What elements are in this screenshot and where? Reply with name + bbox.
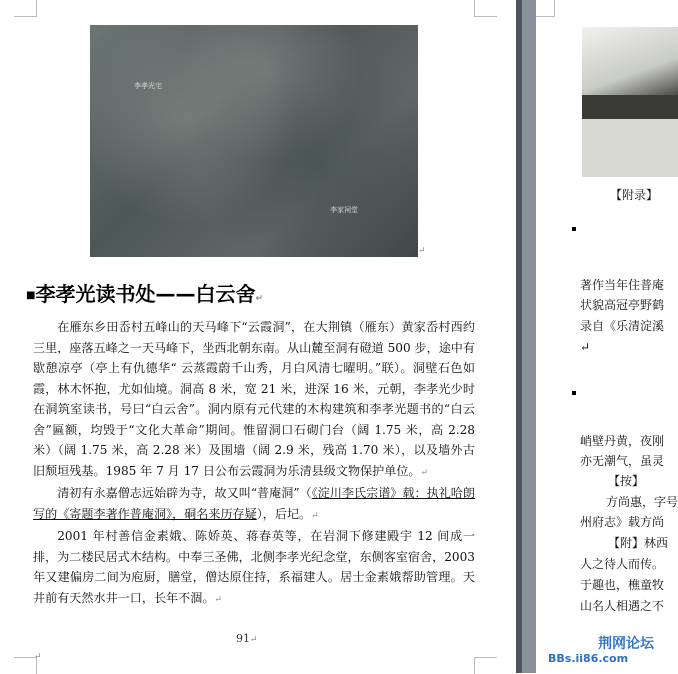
paragraph-mark: ↵ xyxy=(311,510,319,521)
section-heading xyxy=(26,278,263,307)
appendix-caption: 【附录】 xyxy=(610,188,659,202)
heading-bullet: ■ xyxy=(26,290,36,301)
text-line: 峭壁丹黄，夜刚 xyxy=(580,434,665,448)
forum-watermark-name: 荆网论坛 xyxy=(598,636,654,652)
document-page-right xyxy=(536,0,678,673)
underlined-citation: 《淀川李氏宗谱》载：执礼哈朗写的《寄题李著作普庵洞》，硐名来历存疑 xyxy=(33,486,475,521)
paragraph-mark: ↵ xyxy=(250,635,258,645)
text-line: 著作当年住普庵 xyxy=(580,278,665,292)
text-line: 录自《乐清淀溪 xyxy=(580,319,665,333)
paragraph xyxy=(33,526,475,610)
text-line: 方尚惠，字号 xyxy=(606,495,678,509)
page-number xyxy=(236,632,258,645)
aerial-photo[interactable] xyxy=(90,25,418,257)
page-gap xyxy=(522,0,536,673)
list-bullet xyxy=(572,391,576,395)
paragraph-text: 清初有永嘉僧志远始辟为寺，故又叫“普庵洞”（ xyxy=(57,486,312,500)
paragraph-mark: ↵ xyxy=(214,594,222,605)
photo-label-li-ancestral-hall: 李家祠堂 xyxy=(330,206,358,214)
text-line: 状貌高冠亭野鹤 xyxy=(580,298,665,312)
note-label: 【按】 xyxy=(608,474,645,488)
body-text xyxy=(33,317,475,610)
heading-text: 李孝光读书处——白云舍 xyxy=(35,282,256,306)
paragraph-text: ），后圮。 xyxy=(256,506,312,521)
paragraph-mark: ↵ xyxy=(580,340,591,354)
paragraph xyxy=(33,317,475,483)
paragraph-mark: ↵ xyxy=(255,294,263,304)
page-corner-mark xyxy=(536,0,555,17)
paragraph-text: 在雁东乡田岙村五峰山的天马峰下“云霞洞”，在大荆镇（雁东）黄家岙村西约三里，座落五峰之一天马峰下，坐西北朝东南。从山麓至洞有磴道 500 步，途中有歇憩凉亭（亭上有仇德华“ 云蒸霞蔚千山秀，月白风清七曜明。”联）。洞壁石色如霞，林木怀抱，尤如仙境。洞高 8 米，宽 21 米，进深 16 米，元朝，李孝光少时在洞筑室读书，号曰“白云舍”。洞内原有元代建的木构建筑和李孝光题书的“白云舍”匾额，均毁于“文化大革命”期间。惟留洞口石砌门台（阔 1.75 米，高 2.28 米）（阔 1.75 米，高 2.28 米）及围墙（阔 2.9 米，残高 1.70 米），以及墙外古旧颓垣残基。1985 年 7 月 17 日公布云霞洞为乐清县级文物保护单位。 xyxy=(33,320,475,478)
photo-wall xyxy=(582,119,678,177)
forum-watermark-url: BBs.ii86.com xyxy=(548,652,629,665)
text-line: 人之待人而传。 xyxy=(580,557,665,571)
page-corner-mark xyxy=(14,0,37,17)
paragraph-mark: ↵ xyxy=(34,652,42,662)
paragraph-text: 2001 年村善信金素娥、陈娇英、蒋春英等，在岩洞下修建殿宇 12 间成一排，为二楼民居式木结构。中奉三圣佛，北侧李孝光纪念堂，东侧客室宿舍，2003 年又建偏房二间为庖厨，膳堂，僧达原住持，系福建人。居士金素娥帮助管理。天井前有天然水井一口，长年不涸。 xyxy=(33,529,475,605)
text-line: 于趣也，樵童牧 xyxy=(580,578,665,592)
text-line: 山名人相遇之不 xyxy=(580,599,665,613)
paragraph-mark: ↵ xyxy=(420,467,429,478)
page-corner-mark xyxy=(474,657,497,674)
list-bullet xyxy=(572,227,576,231)
paragraph xyxy=(33,483,475,526)
paragraph-mark: ↵ xyxy=(418,246,426,256)
temple-photo[interactable] xyxy=(582,27,678,177)
page-number-text: 91 xyxy=(236,632,250,645)
photo-roof xyxy=(582,95,678,119)
photo-label-li-residence: 李孝光宅 xyxy=(134,82,162,90)
text-line: 亦无潮气，虽灵 xyxy=(580,454,665,468)
page-corner-mark xyxy=(474,0,497,17)
text-line: 州府志》载方尚 xyxy=(580,515,665,529)
note-label: 【附】林西 xyxy=(608,536,669,550)
